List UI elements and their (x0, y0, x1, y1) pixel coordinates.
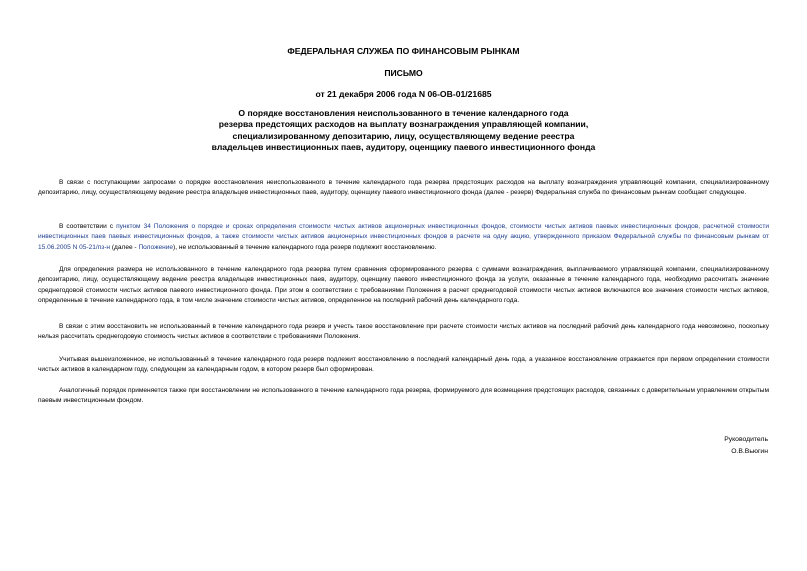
subject-line: специализированному депозитарию, лицу, осуществляющему ведение реестра (232, 130, 575, 141)
paragraph-impossibility: В связи с этим восстановить не использованный в течение календарного года резерв и учесть такое восстановление при расчете стоимости чистых активов на последний рабочий день календарного года невозможно, поскольку нельзя рассчитать среднегодовую стоимость чистых активов в соответствии с требованиями Положения. (38, 323, 769, 341)
document-type: ПИСЬМО (384, 68, 423, 78)
signatory-title: Руководитель (724, 436, 768, 443)
subject-line: владельцев инвестиционных паев, аудитору, оценщику паевого инвестиционного фонда (211, 141, 596, 152)
subject-line: резерва предстоящих расходов на выплату вознаграждения управляющей компании, (218, 119, 589, 130)
document-date-number: от 21 декабря 2006 года N 06-ОВ-01/21685 (315, 89, 492, 99)
paragraph-text: (далее - (110, 243, 139, 251)
paragraph-calculation: Для определения размера не использованного в течение календарного года резерва путем сравнения сформированного резерва с суммами вознаграждения, выплачиваемого управляющей компании, специализированному депозитарию, лицу, осуществляющему ведение реестра владельцев инвестиционных паев, аудитору, оценщику паевого инвестиционного фонда за услуги, оказанные в течение календарного года, необходимо рассчитать значение среднегодовой стоимости чистых активов паевого инвестиционного фонда. При этом в соответствии с требованиями Положения в расчет среднегодовой стоимости чистых активов включаются все значения стоимости чистых активов, определенные в течение календарного года, в том числе значение стоимости чистых активов, определенное на последний рабочий день календарного года. (38, 266, 769, 305)
regulation-link[interactable]: пунктом 34 Положения о порядке и сроках определения стоимости чистых активов акционерных инвестиционных фондов, стоимости чистых активов паевых инвестиционных фондов, расчетной стоимости инвестиционных паев паевых инвестиционных фондов, а также стоимости чистых активов акционерных инвестиционных фондов в расчете на одну акцию, утвержденного приказом Федеральной службы по финансовым рынкам от 15.06.2005 N 05-21/пз-н (38, 223, 769, 251)
subject-line: О порядке восстановления неиспользованного в течение календарного года (238, 108, 569, 118)
signatory-name: О.В.Вьюгин (731, 448, 768, 455)
regulation-short-link[interactable]: Положение (138, 243, 174, 251)
paragraph-text: ), не использованный в течение календарного года резерв подлежит восстановлению. (173, 243, 437, 251)
paragraph-legal-basis (38, 222, 769, 253)
paragraph-conclusion: Учитывая вышеизложенное, не использованный в течение календарного года резерв подлежит восстановлению в последний календарный день года, а указанное восстановление отражается при первом определении стоимости чистых активов в календарном году, следующем за календарным годом, в котором резерв был сформирован. (38, 356, 769, 374)
agency-name: ФЕДЕРАЛЬНАЯ СЛУЖБА ПО ФИНАНСОВЫМ РЫНКАМ (287, 46, 520, 56)
paragraph-analogous: Аналогичный порядок применяется также при восстановлении не использованного в течение календарного года резерва, формируемого для возмещения предстоящих расходов, связанных с доверительным управлением открытым паевым инвестиционным фондом. (38, 387, 769, 405)
document-subject (120, 108, 687, 153)
paragraph-text: В соответствии с (59, 223, 117, 230)
paragraph-intro: В связи с поступающими запросами о порядке восстановления неиспользованного в течение календарного года резерва предстоящих расходов на выплату вознаграждения управляющей компании, специализированному депозитарию, лицу, осуществляющему ведение реестра владельцев инвестиционных паев, аудитору, оценщику паевого инвестиционного фонда (далее - резерв) Федеральная служба по финансовым рынкам сообщает следующее. (38, 179, 769, 197)
